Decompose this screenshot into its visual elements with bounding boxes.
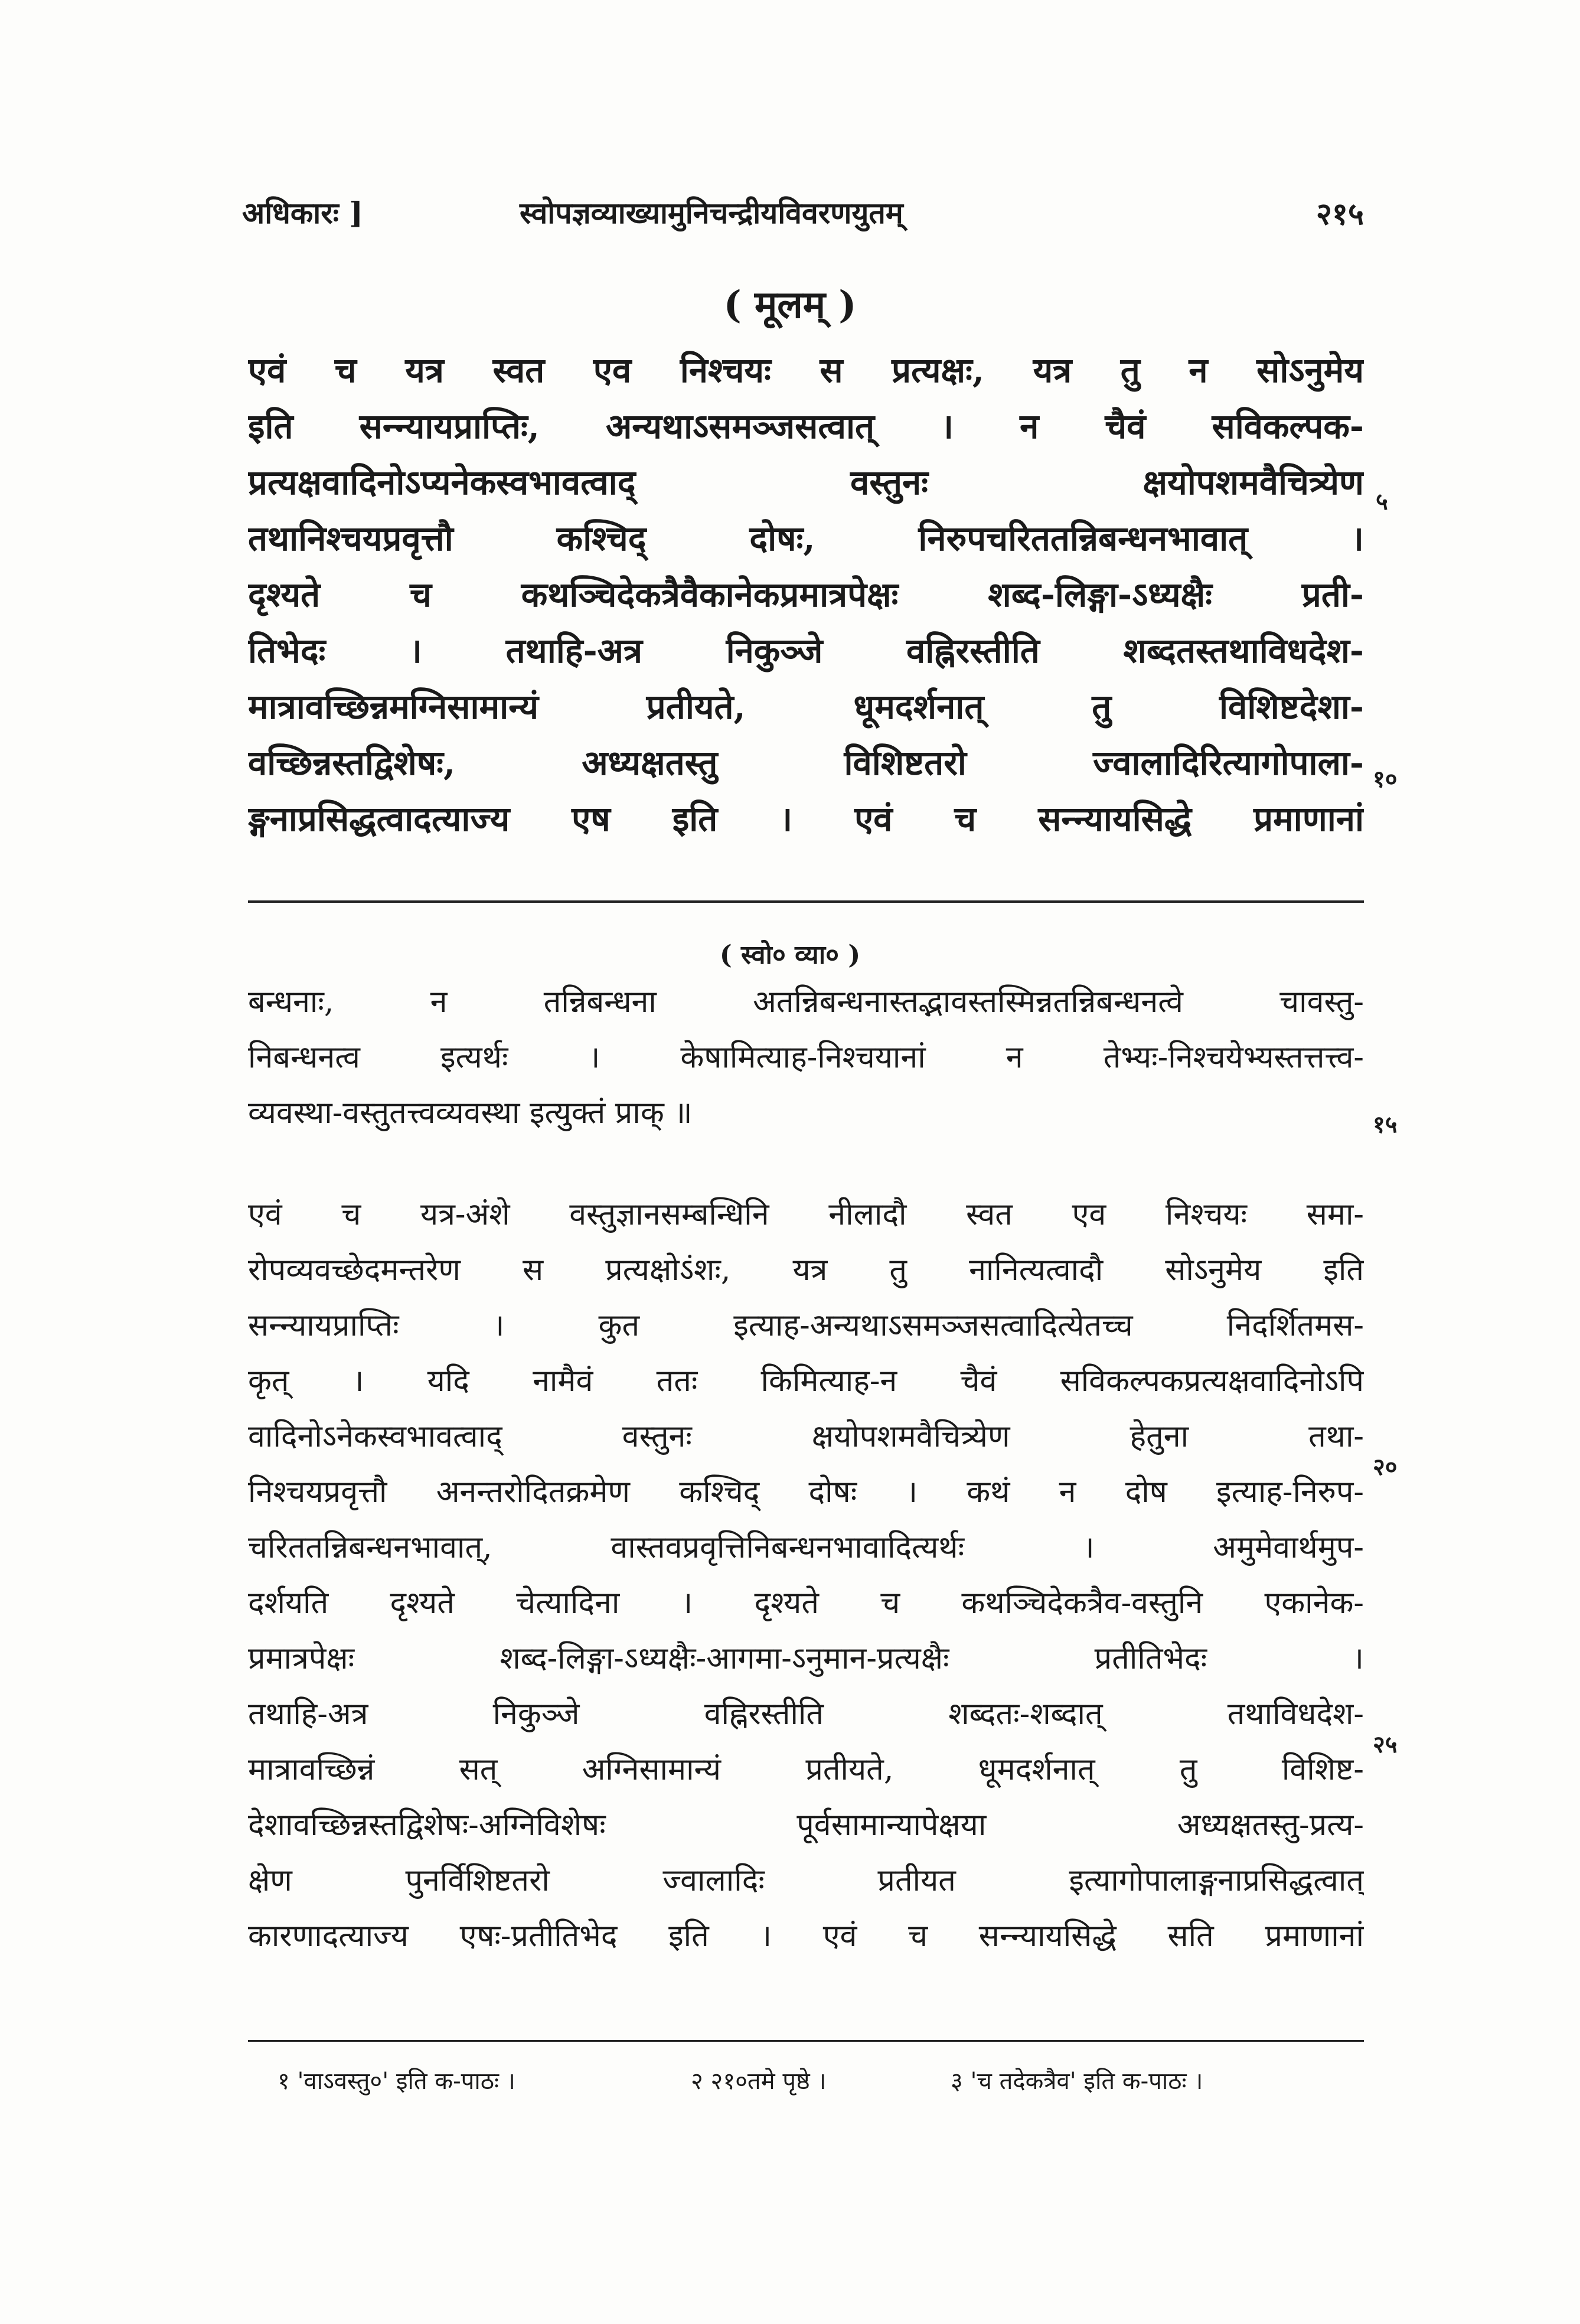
mula-line: ङ्गनाप्रसिद्धत्वादत्याज्य एष इति । एवं च सन्न्यायसिद्धे प्रमाणानां xyxy=(248,799,1364,839)
vivarana-line: चरिततन्निबन्धनभावात्, वास्तवप्रवृत्तिनिबन्धनभावादित्यर्थः । अमुमेवार्थमुप- xyxy=(248,1530,1364,1565)
mula-title: ( मूलम् ) xyxy=(723,283,857,327)
line-number-10: १० xyxy=(1373,765,1398,793)
line-number-25: २५ xyxy=(1373,1731,1398,1758)
vivarana-line: वादिनोऽनेकस्वभावत्वाद् वस्तुनः क्षयोपशमवैचित्र्येण हेतुना तथा- xyxy=(248,1419,1364,1454)
svopajna-line: निबन्धनत्व इत्यर्थः । केषामित्याह-निश्चयानां न तेभ्यः-निश्चयेभ्यस्तत्तत्त्व- xyxy=(248,1040,1364,1075)
book-title: स्वोपज्ञव्याख्यामुनिचन्द्रीयविवरणयुतम् xyxy=(520,195,903,230)
svopajna-line: बन्धनाः, न तन्निबन्धना अतन्निबन्धनास्तद्भावस्तस्मिन्नतन्निबन्धनत्वे चावस्तु- xyxy=(248,984,1364,1020)
vivarana-line: दर्शयति दृश्यते चेत्यादिना । दृश्यते च कथञ्चिदेकत्रैव-वस्तुनि एकानेक- xyxy=(248,1585,1364,1621)
vivarana-line: क्षेण पुनर्विशिष्टतरो ज्वालादिः प्रतीयत इत्यागोपालाङ्गनाप्रसिद्धत्वात् xyxy=(248,1863,1364,1898)
mula-line: तथानिश्चयप्रवृत्तौ कश्चिद् दोषः, निरुपचरिततन्निबन्धनभावात् । xyxy=(248,518,1364,559)
vivarana-line: तथाहि-अत्र निकुञ्जे वह्निरस्तीति शब्दतः-शब्दात् तथाविधदेश- xyxy=(248,1696,1364,1732)
mula-text xyxy=(248,342,1364,847)
mula-line: एवं च यत्र स्वत एव निश्चयः स प्रत्यक्षः, यत्र तु न सोऽनुमेय xyxy=(248,350,1364,390)
vivarana-line: सन्न्यायप्राप्तिः । कुत इत्याह-अन्यथाऽसमञ्जसत्वादित्येतच्च निदर्शितमस- xyxy=(248,1308,1364,1343)
vivarana-text xyxy=(248,1187,1364,1964)
line-number-5: ५ xyxy=(1376,488,1388,515)
footnote-1: १ 'वाऽवस्तु०' इति क-पाठः । xyxy=(278,2068,515,2095)
vivarana-line: कृत् । यदि नामैवं ततः किमित्याह-न चैवं सविकल्पकप्रत्यक्षवादिनोऽपि xyxy=(248,1363,1364,1399)
svopajna-text xyxy=(248,974,1364,1141)
vivarana-line: रोपव्यवच्छेदमन्तरेण स प्रत्यक्षोऽंशः, यत्र तु नानित्यत्वादौ सोऽनुमेय इति xyxy=(248,1252,1364,1288)
section-divider xyxy=(248,900,1364,903)
svopajna-line: व्यवस्था-वस्तुतत्त्वव्यवस्था इत्युक्तं प्राक् ॥ xyxy=(248,1095,693,1131)
footnote-divider xyxy=(248,2040,1364,2042)
footnote-3: ३ 'च तदेकत्रैव' इति क-पाठः । xyxy=(951,2068,1203,2095)
vivarana-line: मात्रावच्छिन्नं सत् अग्निसामान्यं प्रतीयते, धूमदर्शनात् तु विशिष्ट- xyxy=(248,1752,1364,1787)
mula-line: इति सन्न्यायप्राप्तिः, अन्यथाऽसमञ्जसत्वात् । न चैवं सविकल्पक- xyxy=(248,406,1364,446)
vivarana-line: प्रमात्रपेक्षः शब्द-लिङ्गा-ऽध्यक्षैः-आगमा-ऽनुमान-प्रत्यक्षैः प्रतीतिभेदः । xyxy=(248,1641,1364,1676)
vivarana-line: देशावच्छिन्नस्तद्विशेषः-अग्निविशेषः पूर्वसामान्यापेक्षया अध्यक्षतस्तु-प्रत्य- xyxy=(248,1807,1364,1843)
running-header xyxy=(242,192,1364,239)
mula-line: तिभेदः । तथाहि-अत्र निकुञ्जे वह्निरस्तीति शब्दतस्तथाविधदेश- xyxy=(248,631,1364,671)
chapter-label: अधिकारः ] xyxy=(242,195,363,230)
mula-line: वच्छिन्नस्तद्विशेषः, अध्यक्षतस्तु विशिष्टतरो ज्वालादिरित्यागोपाला- xyxy=(248,743,1364,783)
mula-line: दृश्यते च कथञ्चिदेकत्रैवैकानेकप्रमात्रपेक्षः शब्द-लिङ्गा-ऽध्यक्षैः प्रती- xyxy=(248,575,1364,615)
svopajna-title: ( स्वो० व्या० ) xyxy=(719,940,861,970)
vivarana-line: कारणादत्याज्य एषः-प्रतीतिभेद इति । एवं च सन्न्यायसिद्धे सति प्रमाणानां xyxy=(248,1918,1364,1954)
line-number-20: २० xyxy=(1373,1453,1398,1481)
footnotes xyxy=(278,2064,1370,2105)
line-number-15: १५ xyxy=(1373,1111,1398,1138)
footnote-2: २ २१०तमे पृष्ठे । xyxy=(691,2068,827,2095)
mula-line: मात्रावच्छिन्नमग्निसामान्यं प्रतीयते, धूमदर्शनात् तु विशिष्टदेशा- xyxy=(248,687,1364,727)
vivarana-line: एवं च यत्र-अंशे वस्तुज्ञानसम्बन्धिनि नीलादौ स्वत एव निश्चयः समा- xyxy=(248,1197,1364,1232)
mula-line: प्रत्यक्षवादिनोऽप्यनेकस्वभावत्वाद् वस्तुनः क्षयोपशमवैचित्र्येण xyxy=(248,462,1364,502)
vivarana-line: निश्चयप्रवृत्तौ अनन्तरोदितक्रमेण कश्चिद् दोषः । कथं न दोष इत्याह-निरुप- xyxy=(248,1474,1364,1510)
page-number: २१५ xyxy=(1315,196,1364,232)
